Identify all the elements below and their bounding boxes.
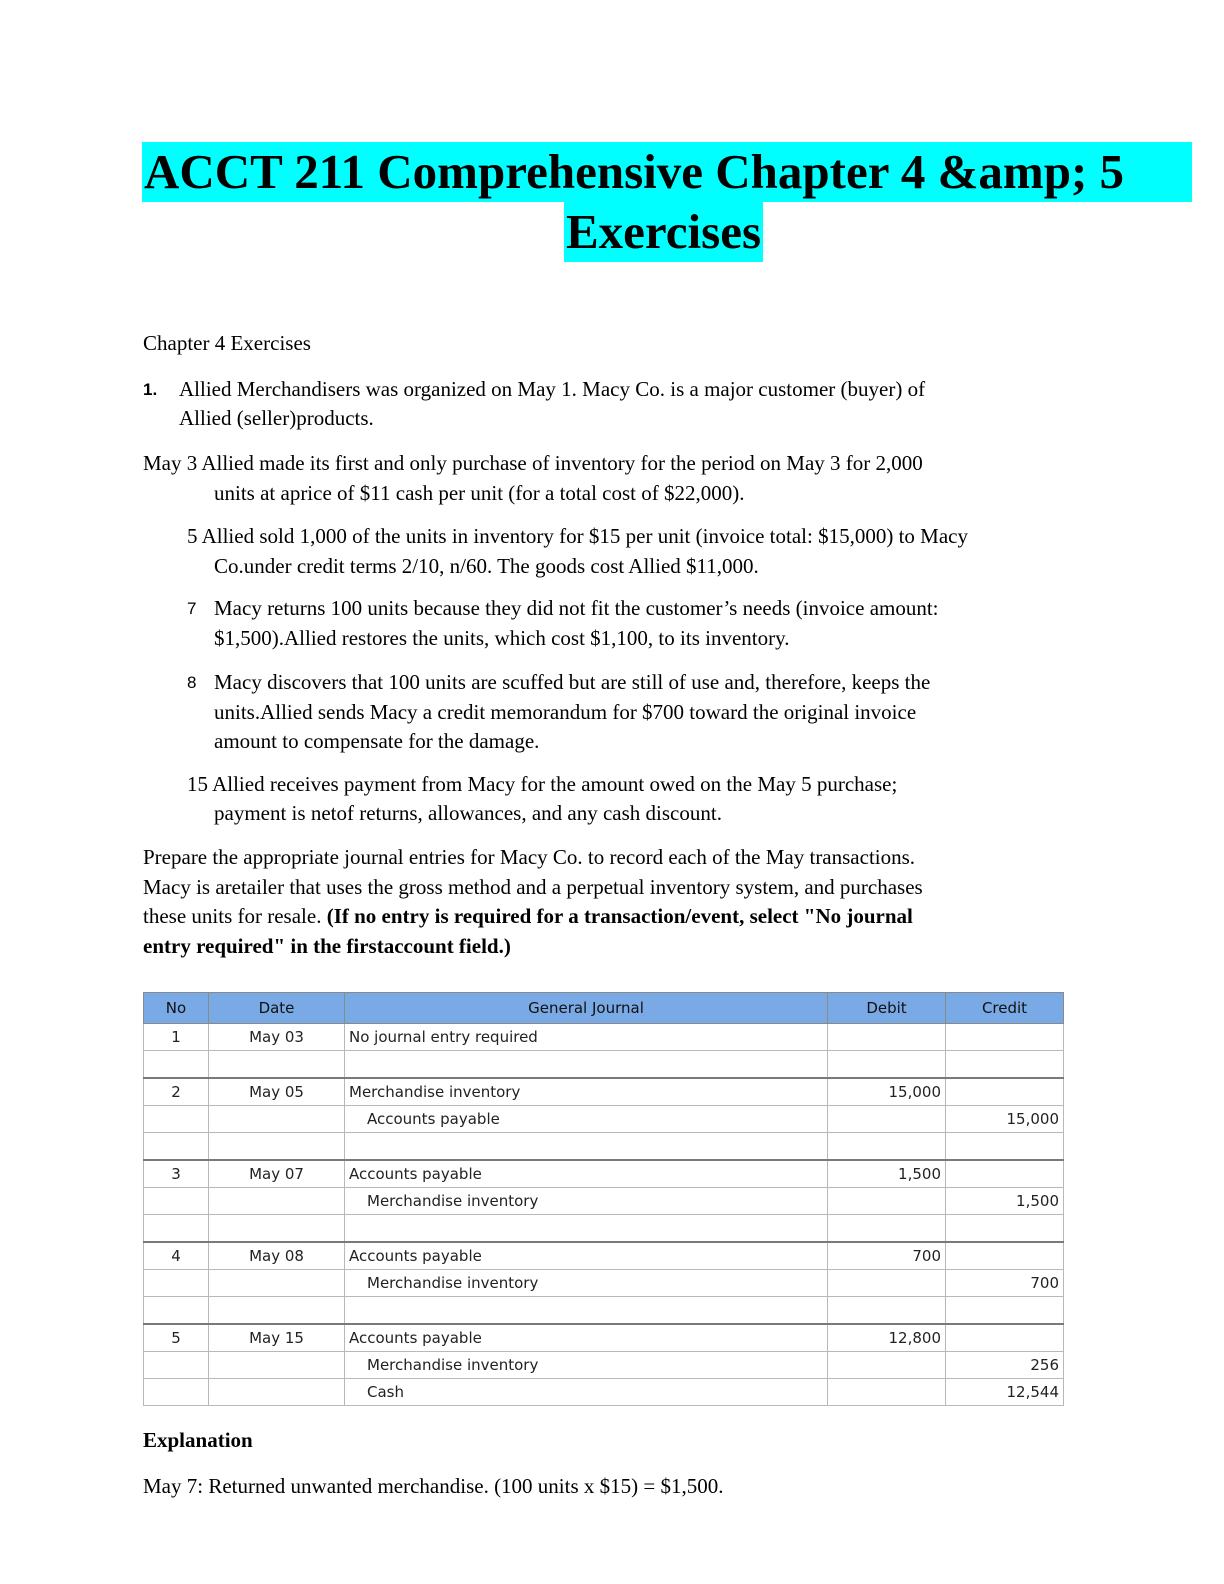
row-credit: 700 <box>946 1270 1064 1297</box>
explanation-heading: Explanation <box>143 1428 253 1452</box>
row-date <box>209 1051 345 1079</box>
row-account <box>345 1133 828 1161</box>
row-account-text: Merchandise inventory <box>367 1356 539 1374</box>
row-credit <box>946 1297 1064 1325</box>
row-date <box>209 1352 345 1379</box>
row-no <box>144 1051 209 1079</box>
instructions-line-4: entry required" in the firstaccount field.) <box>143 934 511 958</box>
event-may3-line-1: May 3 Allied made its first and only purchase of inventory for the period on May 3 for 2,000 <box>143 451 923 475</box>
row-credit <box>946 1215 1064 1243</box>
row-date <box>209 1106 345 1133</box>
row-no: 5 <box>144 1324 209 1352</box>
instructions-line-3 <box>143 901 913 931</box>
row-debit: 15,000 <box>828 1078 946 1106</box>
row-credit <box>946 1133 1064 1161</box>
row-account <box>345 1297 828 1325</box>
row-date <box>209 1215 345 1243</box>
header-general-journal: General Journal <box>345 993 828 1024</box>
row-debit <box>828 1024 946 1051</box>
table-row <box>144 1106 1064 1133</box>
event-may7-day: 7 <box>187 599 197 618</box>
row-no <box>144 1188 209 1215</box>
row-date <box>209 1133 345 1161</box>
table-row <box>144 1133 1064 1161</box>
instructions-line-3-plain: these units for resale. <box>143 904 327 928</box>
title-line-2: Exercises <box>564 202 763 262</box>
row-no <box>144 1215 209 1243</box>
table-row <box>144 1051 1064 1079</box>
row-date <box>209 1270 345 1297</box>
event-may8-line-1: Macy discovers that 100 units are scuffed but are still of use and, therefore, keeps the <box>214 670 931 694</box>
row-credit <box>946 1160 1064 1188</box>
row-no <box>144 1352 209 1379</box>
row-account <box>345 1270 828 1297</box>
row-credit: 15,000 <box>946 1106 1064 1133</box>
table-row <box>144 1188 1064 1215</box>
row-no <box>144 1133 209 1161</box>
row-debit <box>828 1215 946 1243</box>
section-heading: Chapter 4 Exercises <box>143 331 311 355</box>
exercise-intro-line-1: Allied Merchandisers was organized on May 1. Macy Co. is a major customer (buyer) of <box>179 377 926 401</box>
event-may3-line-2: units at aprice of $11 cash per unit (for a total cost of $22,000). <box>214 481 745 505</box>
exercise-intro-line-2: Allied (seller)products. <box>179 406 374 430</box>
row-account-text: Cash <box>367 1383 404 1401</box>
table-row <box>144 1270 1064 1297</box>
row-account <box>345 1352 828 1379</box>
row-account: Accounts payable <box>345 1160 828 1188</box>
row-no <box>144 1106 209 1133</box>
row-account <box>345 1215 828 1243</box>
table-row <box>144 1242 1064 1270</box>
row-account: Merchandise inventory <box>345 1078 828 1106</box>
row-no <box>144 1297 209 1325</box>
event-may15-line-1: 15 Allied receives payment from Macy for the amount owed on the May 5 purchase; <box>187 772 898 796</box>
row-debit <box>828 1297 946 1325</box>
exercise-number: 1. <box>143 380 158 399</box>
table-row <box>144 1324 1064 1352</box>
explanation-text: May 7: Returned unwanted merchandise. (100 units x $15) = $1,500. <box>143 1474 724 1498</box>
row-credit <box>946 1078 1064 1106</box>
event-may8-day: 8 <box>187 673 197 692</box>
table-row <box>144 1379 1064 1406</box>
row-account: Accounts payable <box>345 1324 828 1352</box>
row-date: May 03 <box>209 1024 345 1051</box>
event-may7-line-2: $1,500).Allied restores the units, which cost $1,100, to its inventory. <box>214 626 790 650</box>
row-debit <box>828 1352 946 1379</box>
row-credit <box>946 1024 1064 1051</box>
row-debit <box>828 1133 946 1161</box>
event-may8-line-3: amount to compensate for the damage. <box>214 729 540 753</box>
row-date <box>209 1379 345 1406</box>
event-may15-line-2: payment is netof returns, allowances, and any cash discount. <box>214 801 722 825</box>
row-credit: 12,544 <box>946 1379 1064 1406</box>
row-debit <box>828 1379 946 1406</box>
header-no: No <box>144 993 209 1024</box>
row-account <box>345 1051 828 1079</box>
row-debit: 12,800 <box>828 1324 946 1352</box>
table-row <box>144 1297 1064 1325</box>
row-date: May 05 <box>209 1078 345 1106</box>
event-may5-line-2: Co.under credit terms 2/10, n/60. The goods cost Allied $11,000. <box>214 554 759 578</box>
row-no: 3 <box>144 1160 209 1188</box>
row-credit <box>946 1051 1064 1079</box>
instructions-line-1: Prepare the appropriate journal entries for Macy Co. to record each of the May transactions. <box>143 845 916 869</box>
table-row <box>144 1215 1064 1243</box>
header-debit: Debit <box>828 993 946 1024</box>
header-credit: Credit <box>946 993 1064 1024</box>
row-date: May 07 <box>209 1160 345 1188</box>
row-account <box>345 1188 828 1215</box>
table-row <box>144 1024 1064 1051</box>
row-no: 1 <box>144 1024 209 1051</box>
row-account <box>345 1379 828 1406</box>
row-account: No journal entry required <box>345 1024 828 1051</box>
row-debit: 1,500 <box>828 1160 946 1188</box>
row-debit <box>828 1051 946 1079</box>
row-date <box>209 1297 345 1325</box>
table-row <box>144 1160 1064 1188</box>
row-no <box>144 1379 209 1406</box>
row-no <box>144 1270 209 1297</box>
event-may5-line-1: 5 Allied sold 1,000 of the units in inventory for $15 per unit (invoice total: $15,000) to Macy <box>187 524 968 548</box>
table-row <box>144 1352 1064 1379</box>
row-date: May 08 <box>209 1242 345 1270</box>
journal-header-row <box>144 993 1064 1024</box>
row-credit <box>946 1242 1064 1270</box>
row-date <box>209 1188 345 1215</box>
row-credit <box>946 1324 1064 1352</box>
row-account: Accounts payable <box>345 1242 828 1270</box>
event-may7-line-1: Macy returns 100 units because they did not fit the customer’s needs (invoice amount: <box>214 596 939 620</box>
row-debit: 700 <box>828 1242 946 1270</box>
row-debit <box>828 1106 946 1133</box>
row-credit: 1,500 <box>946 1188 1064 1215</box>
table-row <box>144 1078 1064 1106</box>
row-debit <box>828 1270 946 1297</box>
row-date: May 15 <box>209 1324 345 1352</box>
row-no: 2 <box>144 1078 209 1106</box>
row-account <box>345 1106 828 1133</box>
row-account-text: Merchandise inventory <box>367 1192 539 1210</box>
instructions-line-3-bold: (If no entry is required for a transaction/event, select "No journal <box>326 904 913 928</box>
row-credit: 256 <box>946 1352 1064 1379</box>
row-debit <box>828 1188 946 1215</box>
instructions-line-2: Macy is aretailer that uses the gross method and a perpetual inventory system, and purchases <box>143 875 923 899</box>
header-date: Date <box>209 993 345 1024</box>
row-account-text: Accounts payable <box>367 1110 500 1128</box>
title-line-1: ACCT 211 Comprehensive Chapter 4 &amp; 5 <box>142 142 1192 202</box>
event-may8-line-2: units.Allied sends Macy a credit memorandum for $700 toward the original invoice <box>214 700 917 724</box>
row-no: 4 <box>144 1242 209 1270</box>
general-journal-table <box>143 992 1064 1406</box>
row-account-text: Merchandise inventory <box>367 1274 539 1292</box>
